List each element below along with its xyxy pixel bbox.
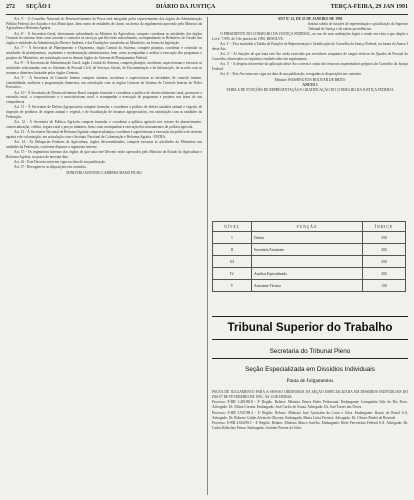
- act-title: ATO Nº 41, DE 25 DE JANEIRO DE 1991: [277, 17, 343, 21]
- paragraph: Art. 14 - Às Delegacias Federais de Agricultura, órgãos descentralizados, compete executar as atividades do Ministério nas unidades da Federação, conforme dispuser o regimento interno.: [6, 139, 202, 149]
- paragraph: Art. 8º - À Secretaria de Administração Geral, órgão Central do Sistema, compete planejar, coordenar, supervisionar e executar as atividades relacionadas com os Sistemas de Pessoal Civil, de Serviços Gerais, de Documentação e de Informação, de acordo com as normas e diretrizes baixadas pelos órgãos Centrais.: [6, 61, 202, 75]
- paragraph: Art. 7º - À Secretaria de Planejamento e Orçamento, órgão Central do Sistema, compete planejar, coordenar e controlar as atividades de planejamento, orçamento e modernização administrativa, bem como acompanhar e avaliar a execução dos programas e projetos do Ministério, em articulação com os demais órgãos do Sistema de Planejamento Federal.: [6, 46, 202, 60]
- table-cell: IV: [213, 268, 252, 280]
- column-divider: [207, 17, 208, 495]
- functions-table: [212, 221, 406, 292]
- paragraph: O PRESIDENTE DO CONSELHO DA JUSTIÇA FEDERAL, no uso de suas atribuições legais e tendo em vista o que dispõe a Lei nº 7.995, de 9 de janeiro de 1990, RESOLVE:: [212, 32, 408, 41]
- paragraph: Art. 11 - À Secretaria de Defesa Agropecuária compete formular e coordenar a política de defesa sanitária animal e vegetal, de inspeção de produtos de origem animal e vegetal, e de fiscalização de insumos agropecuários, em articulação com as unidades da Federação.: [6, 105, 202, 119]
- page-header: [6, 2, 408, 15]
- page-number: 272: [6, 4, 15, 10]
- table-cell: Diretor: [252, 232, 363, 244]
- table-cell: II: [213, 244, 252, 256]
- table-cell: 250: [363, 256, 406, 268]
- paragraph: Art. 12 - À Secretaria de Política Agrícola compete formular e coordenar a política agrícola nos setores de abastecimento, comercialização, crédito, seguro rural e preços mínimos, bem como acompanhar a execução dos instrumentos de política agrícola.: [6, 119, 202, 129]
- signature-line: MINISTRO ANTONIO CABRERA MANO FILHO: [66, 170, 142, 175]
- publication-name: DIÁRIO DA JUSTIÇA: [156, 4, 216, 10]
- right-column: [212, 17, 408, 222]
- paragraph: Art. 13 - À Secretaria Nacional de Reforma Agrária compete planejar, coordenar e supervisionar a execução da política de reforma agrária e de colonização, em articulação com o Instituto Nacional de Colonização e Reforma Agrária - INCRA.: [6, 129, 202, 139]
- secretariat-title: Secretaria do Tribunal Pleno: [269, 348, 351, 355]
- section-rule: [212, 358, 408, 359]
- paragraph: Art. 9º - À Secretaria de Controle Interno compete orientar, coordenar e supervisionar as atividades de controle interno, contabilidade, auditoria e programação financeira, em articulação com os órgãos Centrais do Sistema de Controle Interno do Poder Executivo.: [6, 75, 202, 90]
- table-header-row: [213, 222, 406, 232]
- paragraph: Processo: E-RR 2.927/88.4 - 2ª Região. Relator: Ministro José Ajuricaba da Costa e Silva. Embargante: Banco do Brasil S.A. Advogado: Dr. Roberto Caldas Alvim de Oliveira. Embargada: Maria Lúcia Ferreira. Advogado: Dr. Ulisses Riedel de Resende.: [212, 410, 408, 420]
- paragraph: Art. 16 - Este Decreto entra em vigor na data de sua publicação.: [14, 159, 107, 164]
- publication-date: TERÇA-FEIRA, 29 JAN 1991: [330, 4, 408, 10]
- table-cell: III: [213, 256, 252, 268]
- paragraph: PAUTA DE JULGAMENTO PARA A SESSÃO ORDINÁRIA DA SEÇÃO ESPECIALIZADA EM DISSÍDIOS INDIVIDUAIS DO DIA 07 DE FEVEREIRO DE 1991, ÀS 13:00 HORAS.: [212, 390, 408, 399]
- gazette-page: [6, 2, 408, 498]
- column-header: FUNÇÃO: [252, 222, 363, 232]
- section-label: SEÇÃO I: [26, 4, 51, 10]
- table-cell: Secretário Assistente: [252, 244, 363, 256]
- table-row: [213, 280, 406, 292]
- paragraph: Art. 15 - Os regimentos internos dos órgãos de que trata este Decreto serão aprovados pelo Ministro de Estado da Agricultura e Reforma Agrária, no prazo de noventa dias.: [6, 149, 202, 159]
- paragraph: Art. 10 - À Secretaria de Desenvolvimento Rural compete formular e coordenar a política de desenvolvimento rural, promover a extensão rural, o cooperativismo e o associativismo rural, e acompanhar a execução de programas e projetos nas áreas de sua competência.: [6, 90, 202, 104]
- column-header: ÍNDICE: [363, 222, 406, 232]
- table-row: [213, 244, 406, 256]
- table-cell: 350: [363, 232, 406, 244]
- paragraph: Art. 2º - As funções de que trata este Ato serão exercidas por servidores ocupantes de cargos efetivos do Quadro de Pessoal do Conselho, observados os requisitos estabelecidos em regulamento.: [212, 52, 408, 61]
- paragraph: Art. 4º - Este Ato entra em vigor na data de sua publicação, revogadas as disposições em contrário.: [220, 72, 363, 77]
- paragraph: Art. 3º - A despesa decorrente da aplicação deste Ato correrá à conta dos recursos orçamentários próprios do Conselho da Justiça Federal.: [212, 62, 408, 71]
- annex-caption: TABELA DE FUNÇÕES DE REPRESENTAÇÃO E GRATIFICAÇÃO DO CONSELHO DA JUSTIÇA FEDERAL: [226, 88, 394, 93]
- paragraph: Art. 17 - Revogam-se as disposições em contrário.: [14, 165, 87, 170]
- act-summary: Institui tabela de funções de representação e gratificação do Superior Tribunal de Justiça e dá outras providências.: [308, 22, 408, 31]
- table-row: [213, 268, 406, 280]
- table-cell: 150: [363, 280, 406, 292]
- annex-title: ANEXO I: [302, 82, 318, 87]
- paragraph: Processo: E-RR 4.602/89.1 - 4ª Região. Relator: Ministro Marco Aurélio. Embargante: Rede Ferroviária Federal S.A. Advogado: Dr. Carlos Robichez Penna. Embargado: Antônio Pereira da Silva.: [212, 421, 408, 430]
- paragraph: Art. 6º - O Secretário-Geral, diretamente subordinado ao Ministro da Agricultura, compete coordenar as atividades dos órgãos Centrais do sistema, bem como orientar e controlar os serviços que lhe estão subordinados, acompanhando os Relatórios de Gestão dos órgãos e entidades da Administração Direta e Indireta, e das Fundações vinculadas ao Ministério, na forma da legislação.: [6, 31, 202, 46]
- paragraph: Art. 1º - Fica instituída a Tabela de Funções de Representação e Gratificação do Conselho da Justiça Federal, na forma do Anexo I deste Ato.: [212, 42, 408, 51]
- column-header: NÍVEL: [213, 222, 252, 232]
- court-title: Tribunal Superior do Trabalho: [227, 321, 393, 334]
- table-cell: [252, 256, 363, 268]
- session-title: Seção Especializada em Dissídios Individuais: [245, 366, 375, 373]
- agenda-title: Pauta de Julgamentos: [286, 378, 334, 384]
- table-cell: I: [213, 232, 252, 244]
- table-cell: 200: [363, 268, 406, 280]
- paragraph: Art. 5º - O Conselho Nacional do Desenvolvimento da Pesca será integrado pelos representantes dos órgãos da Administração Pública Federal, dos Estados e dos Municípios, bem como de entidades de classe, na forma do regulamento aprovado pelo Ministro da Agricultura e Reforma Agrária.: [6, 17, 202, 31]
- left-column: [6, 17, 202, 495]
- agenda-text: [212, 390, 408, 498]
- heading-rule-bottom: [212, 339, 408, 340]
- paragraph: Processo: E-RR 1.481/88.8 - 3ª Região. Relator: Ministro Ermes Pedro Pedrassani. Embargante: Companhia Vale do Rio Doce. Advogado: Dr. Nilton Correia. Embargado: José Carlos de Souza. Advogado: Dr. José Torres das Neves.: [212, 400, 408, 410]
- table-cell: 300: [363, 244, 406, 256]
- table-cell: V: [213, 280, 252, 292]
- table-cell: Auxiliar Especializado: [252, 268, 363, 280]
- table-cell: Assistente Técnico: [252, 280, 363, 292]
- signature-line: Ministro WASHINGTON BOLIVAR DE BRITO: [274, 77, 346, 82]
- heading-rule-top: [212, 316, 408, 317]
- table-row: [213, 256, 406, 268]
- table-row: [213, 232, 406, 244]
